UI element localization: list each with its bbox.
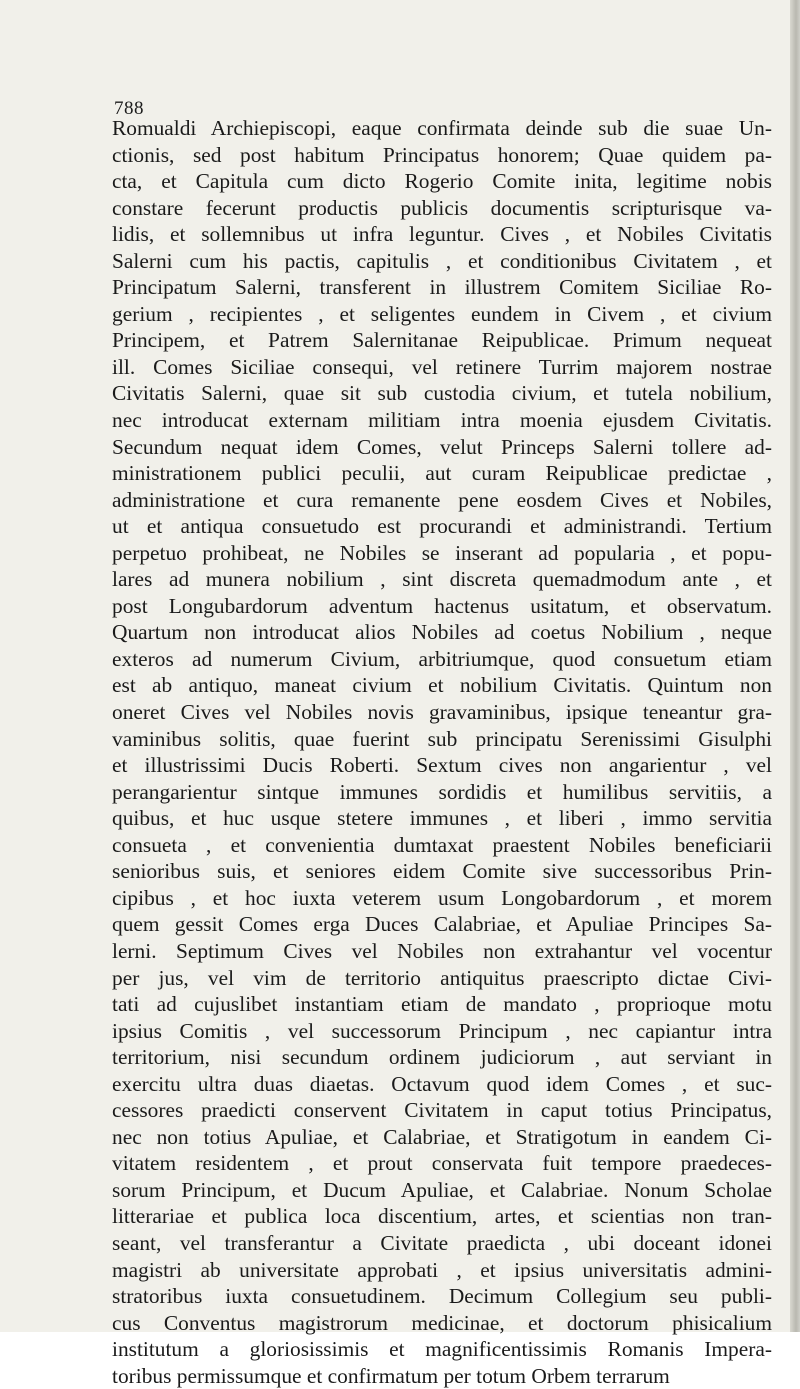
text-line: constare fecerunt productis publicis documentis scripturisque va- (112, 195, 772, 220)
text-line: vaminibus solitis, quae fuerint sub principatu Serenissimi Gisulphi (112, 726, 772, 751)
text-line: ill. Comes Siciliae consequi, vel retinere Turrim majorem nostrae (112, 354, 772, 379)
text-line: Romualdi Archiepiscopi, eaque confirmata deinde sub die suae Un- (112, 116, 772, 140)
text-line: Quartum non introducat alios Nobiles ad coetus Nobilium , neque (112, 620, 772, 645)
text-line: cipibus , et hoc iuxta veterem usum Longobardorum , et morem (112, 885, 772, 910)
body-text (112, 115, 772, 1389)
text-line: ctionis, sed post habitum Principatus honorem; Quae quidem pa- (112, 142, 772, 167)
text-line: lerni. Septimum Cives vel Nobiles non extrahantur vel vocentur (112, 938, 772, 963)
text-line: exercitu ultra duas diaetas. Octavum quod idem Comes , et suc- (112, 1071, 772, 1096)
text-line: magistri ab universitate approbati , et ipsius universitatis admini- (112, 1257, 772, 1282)
text-line: territorium, nisi secundum ordinem judiciorum , aut serviant in (112, 1045, 772, 1070)
text-line: et illustrissimi Ducis Roberti. Sextum cives non angarientur , vel (112, 753, 772, 778)
text-line: senioribus suis, et seniores eidem Comite sive successoribus Prin- (112, 859, 772, 884)
text-line: gerium , recipientes , et seligentes eundem in Civem , et civium (112, 301, 772, 326)
text-line: seant, vel transferantur a Civitate praedicta , ubi doceant idonei (112, 1230, 772, 1255)
text-line: Secundum nequat idem Comes, velut Princeps Salerni tollere ad- (112, 434, 772, 459)
text-line: cta, et Capitula cum dicto Rogerio Comite inita, legitime nobis (112, 169, 772, 194)
page-edge (790, 0, 800, 1332)
text-line: vitatem residentem , et prout conservata fuit tempore praedeces- (112, 1151, 772, 1176)
text-line: Principatum Salerni, transferent in illustrem Comitem Siciliae Ro- (112, 275, 772, 300)
text-line: lares ad munera nobilium , sint discreta quemadmodum ante , et (112, 567, 772, 592)
text-line: exteros ad numerum Civium, arbitriumque, quod consuetum etiam (112, 646, 772, 671)
text-line: nec non totius Apuliae, et Calabriae, et Stratigotum in eandem Ci- (112, 1124, 772, 1149)
text-line: cessores praedicti conservent Civitatem in caput totius Principatus, (112, 1098, 772, 1123)
text-line: tati ad cujuslibet instantiam etiam de mandato , proprioque motu (112, 992, 772, 1017)
text-line: stratoribus iuxta consuetudinem. Decimum Collegium seu publi- (112, 1284, 772, 1309)
text-line: consueta , et convenientia dumtaxat praestent Nobiles beneficiarii (112, 832, 772, 857)
text-line: post Longubardorum adventum hactenus usitatum, et observatum. (112, 593, 772, 618)
text-line: per jus, vel vim de territorio antiquitus praescripto dictae Civi- (112, 965, 772, 990)
text-line: ut et antiqua consuetudo est procurandi et administrandi. Tertium (112, 514, 772, 539)
text-line: institutum a gloriosissimis et magnificentissimis Romanis Impera- (112, 1337, 772, 1362)
text-line: litterariae et publica loca discentium, artes, et scientias non tran- (112, 1204, 772, 1229)
text-line: Salerni cum his pactis, capitulis , et conditionibus Civitatem , et (112, 248, 772, 273)
text-line: est ab antiquo, maneat civium et nobilium Civitatis. Quintum non (112, 673, 772, 698)
text-line: ministrationem publici peculii, aut curam Reipublicae predictae , (112, 461, 772, 486)
text-line: lidis, et sollemnibus ut infra leguntur. Cives , et Nobiles Civitatis (112, 222, 772, 247)
text-line: cus Conventus magistrorum medicinae, et doctorum phisicalium (112, 1310, 772, 1335)
text-line: toribus permissumque et confirmatum per totum Orbem terrarum (112, 1363, 670, 1388)
page-number: 788 (114, 98, 144, 119)
text-line: sorum Principum, et Ducum Apuliae, et Calabriae. Nonum Scholae (112, 1177, 772, 1202)
text-line: Principem, et Patrem Salernitanae Reipublicae. Primum nequeat (112, 328, 772, 353)
text-line: oneret Cives vel Nobiles novis gravaminibus, ipsique teneantur gra- (112, 700, 772, 725)
text-line: quibus, et huc usque stetere immunes , et liberi , immo servitia (112, 806, 772, 831)
text-line: quem gessit Comes erga Duces Calabriae, et Apuliae Principes Sa- (112, 912, 772, 937)
text-line: Civitatis Salerni, quae sit sub custodia civium, et tutela nobilium, (112, 381, 772, 406)
text-line: ipsius Comitis , vel successorum Principum , nec capiantur intra (112, 1018, 772, 1043)
text-line: perpetuo prohibeat, ne Nobiles se inserant ad popularia , et popu- (112, 540, 772, 565)
text-line: perangarientur sintque immunes sordidis et humilibus servitiis, a (112, 779, 772, 804)
text-line: nec introducat externam militiam intra moenia ejusdem Civitatis. (112, 408, 772, 433)
text-line: administratione et cura remanente pene eosdem Cives et Nobiles, (112, 487, 772, 512)
